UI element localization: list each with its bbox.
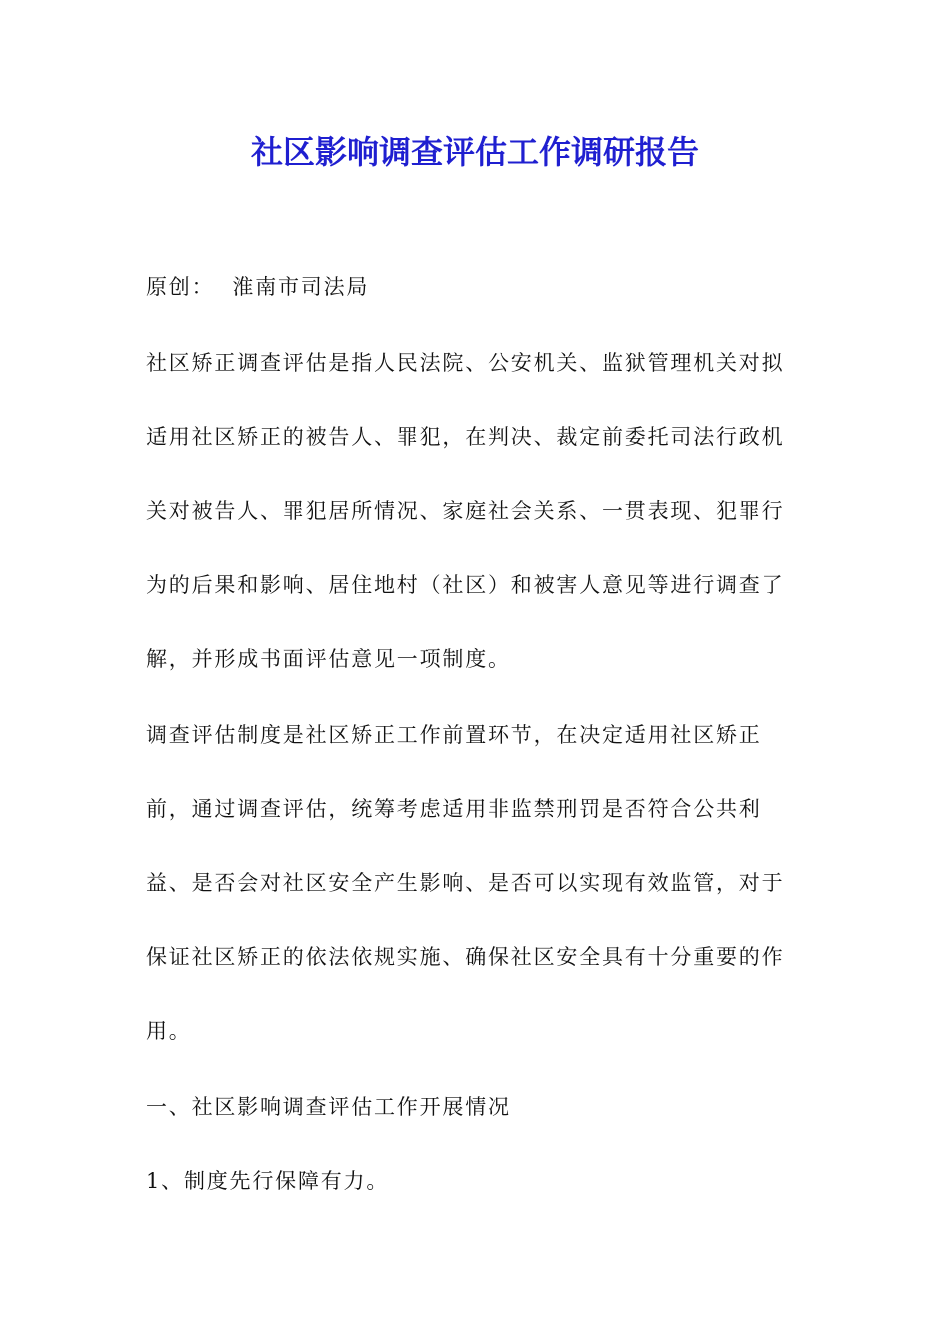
paragraph-definition: 社区矫正调查评估是指人民法院、公安机关、监狱管理机关对拟适用社区矫正的被告人、罪犯，在判决、裁定前委托司法行政机关对被告人、罪犯居所情况、家庭社会关系、一贯表现、犯罪行为的后果和影响、居住地村（社区）和被害人意见等进行调查了解，并形成书面评估意见一项制度。 [146, 351, 785, 671]
author-line [146, 250, 806, 324]
paragraph-importance: 调查评估制度是社区矫正工作前置环节，在决定适用社区矫正前，通过调查评估，统筹考虑适用非监禁刑罚是否符合公共利益、是否会对社区安全产生影响、是否可以实现有效监管，对于保证社区矫正的依法依规实施、确保社区安全具有十分重要的作用。 [146, 723, 785, 1043]
section-heading: 一、社区影响调查评估工作开展情况 [146, 1095, 511, 1119]
document-title: 社区影响调查评估工作调研报告 [250, 133, 699, 171]
author-label: 原创： [146, 275, 215, 299]
list-item: 1、制度先行保障有力。 [146, 1169, 390, 1193]
author-name: 淮南市司法局 [232, 275, 370, 299]
